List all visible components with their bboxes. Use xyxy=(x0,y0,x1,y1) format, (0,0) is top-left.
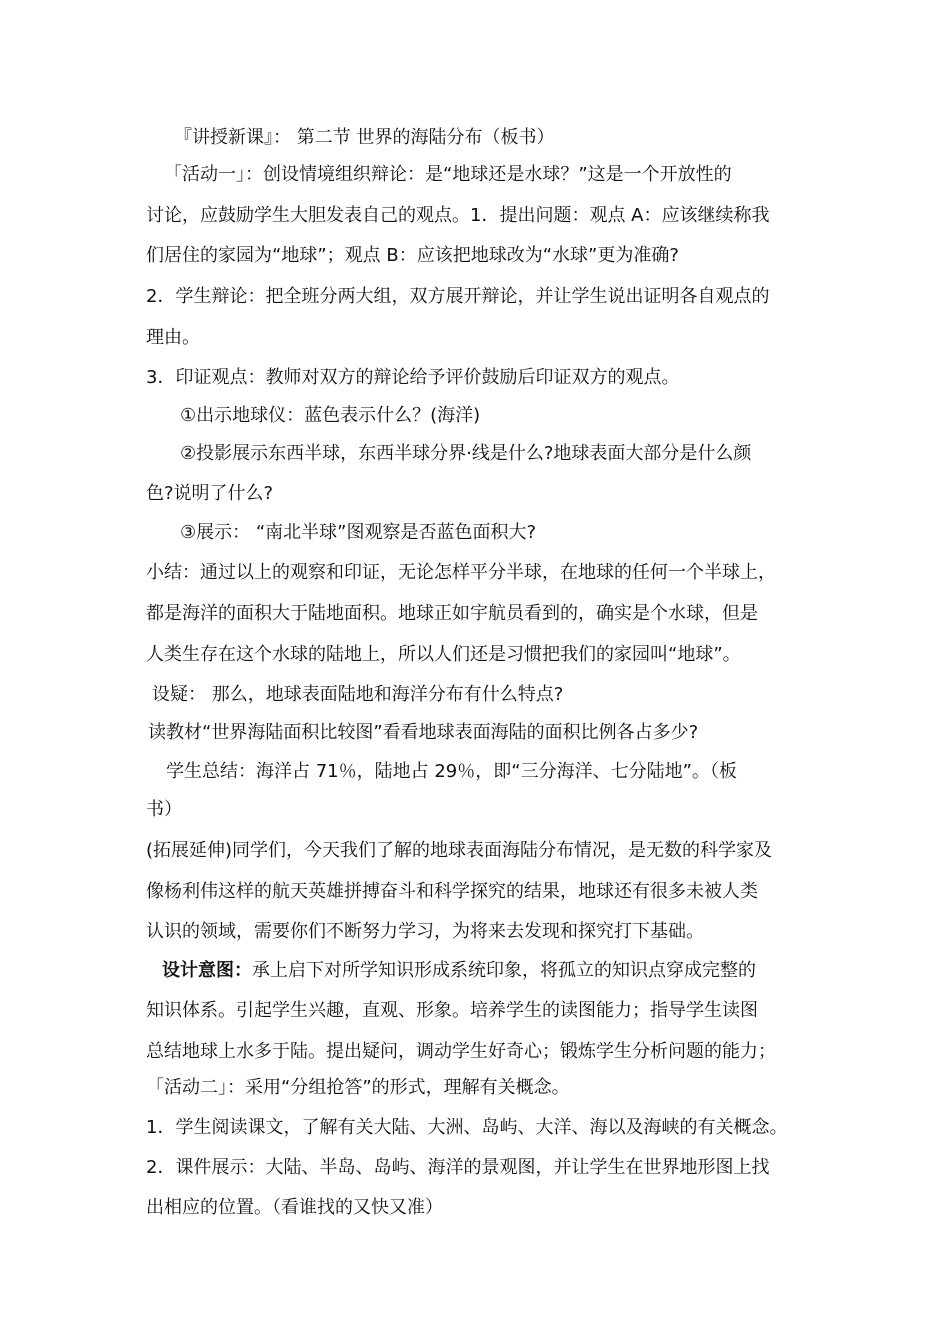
design-intent-text: 承上启下对所学知识形成系统印象，将孤立的知识点穿成完整的 xyxy=(252,960,756,981)
paragraph-line: 理由。 xyxy=(146,327,200,348)
paragraph-line: (拓展延伸)同学们，今天我们了解的地球表面海陆分布情况，是无数的科学家及 xyxy=(146,840,773,861)
design-intent-line xyxy=(162,959,756,983)
paragraph-line: 学生总结：海洋占 71％，陆地占 29％，即“三分海洋、七分陆地”。（板 xyxy=(166,761,737,782)
paragraph-line: 书） xyxy=(146,799,182,820)
paragraph-line: 讨论，应鼓励学生大胆发表自己的观点。1．提出问题：观点 A：应该继续称我 xyxy=(146,205,770,226)
paragraph-line: 读教材“世界海陆面积比较图”看看地球表面海陆的面积比例各占多少? xyxy=(148,722,699,743)
paragraph-line: 知识体系。引起学生兴趣，直观、形象。培养学生的读图能力；指导学生读图 xyxy=(146,1000,758,1021)
paragraph-line: 3．印证观点：教师对双方的辩论给予评价鼓励后印证双方的观点。 xyxy=(146,367,680,388)
paragraph-line: 2．学生辩论：把全班分两大组，双方展开辩论，并让学生说出证明各自观点的 xyxy=(146,286,770,307)
paragraph-line: 2．课件展示：大陆、半岛、岛屿、海洋的景观图，并让学生在世界地形图上找 xyxy=(146,1157,770,1178)
paragraph-line: 色?说明了什么? xyxy=(146,483,274,504)
paragraph-line: 都是海洋的面积大于陆地面积。地球正如宇航员看到的，确实是个水球，但是 xyxy=(146,603,758,624)
paragraph-line: 1．学生阅读课文，了解有关大陆、大洲、岛屿、大洋、海以及海峡的有关概念。 xyxy=(146,1117,788,1138)
paragraph-line: 们居住的家园为“地球”；观点 B：应该把地球改为“水球”更为准确? xyxy=(146,245,679,266)
paragraph-line: ②投影展示东西半球，东西半球分界·线是什么?地球表面大部分是什么颜 xyxy=(180,443,752,464)
paragraph-line: 像杨利伟这样的航天英雄拼搏奋斗和科学探究的结果，地球还有很多未被人类 xyxy=(146,881,758,902)
paragraph-line: 出相应的位置。（看谁找的又快又准） xyxy=(146,1197,443,1218)
paragraph-line: 人类生存在这个水球的陆地上，所以人们还是习惯把我们的家园叫“地球”。 xyxy=(146,644,741,665)
paragraph-line: 认识的领域，需要你们不断努力学习，为将来去发现和探究打下基础。 xyxy=(146,921,704,942)
paragraph-line: 「活动一」：创设情境组织辩论：是“地球还是水球？”这是一个开放性的 xyxy=(164,164,732,185)
paragraph-line: 设疑： 那么，地球表面陆地和海洋分布有什么特点? xyxy=(152,684,564,705)
paragraph-line: 总结地球上水多于陆。提出疑问，调动学生好奇心；锻炼学生分析问题的能力； xyxy=(146,1041,776,1062)
paragraph-line: 小结：通过以上的观察和印证，无论怎样平分半球，在地球的任何一个半球上， xyxy=(146,562,776,583)
design-intent-label: 设计意图： xyxy=(162,960,252,981)
paragraph-line: 「活动二」：采用“分组抢答”的形式，理解有关概念。 xyxy=(146,1077,570,1098)
paragraph-line: ①出示地球仪：蓝色表示什么？(海洋) xyxy=(180,405,481,426)
section-heading: 『讲授新课』： 第二节 世界的海陆分布（板书） xyxy=(174,127,555,148)
paragraph-line: ③展示： “南北半球”图观察是否蓝色面积大? xyxy=(180,522,537,543)
